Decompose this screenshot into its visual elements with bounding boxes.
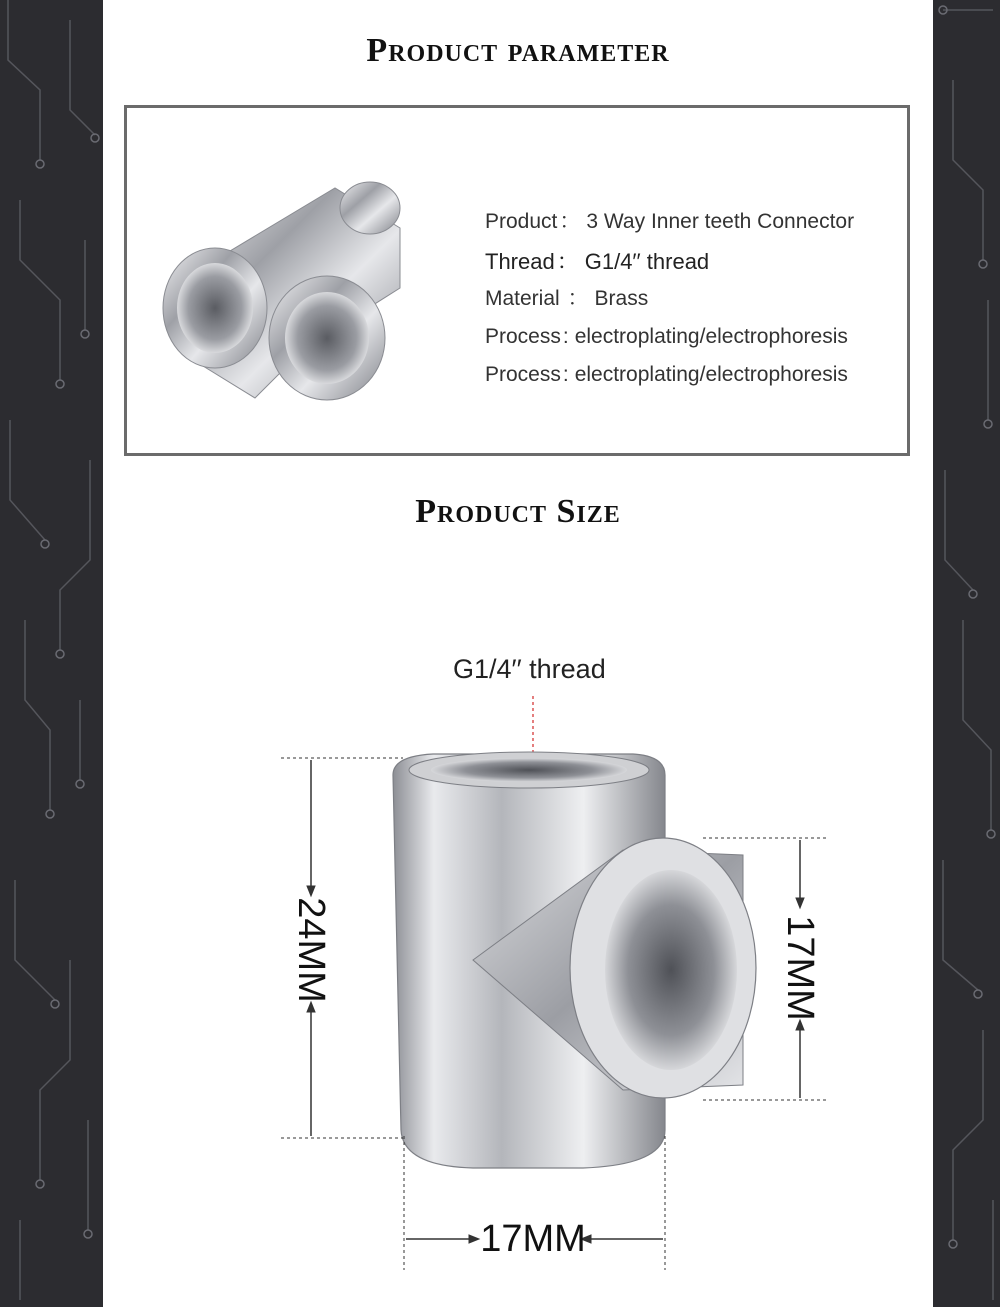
tee-connector-photo: [155, 168, 415, 408]
param-value: electroplating/electrophoresis: [574, 325, 848, 348]
param-sep: ：: [567, 287, 589, 310]
param-sep: :: [562, 363, 569, 386]
param-sep: ：: [559, 210, 581, 233]
size-heading: Product Size: [415, 493, 621, 530]
param-sep: ：: [556, 249, 579, 274]
param-sep: :: [562, 325, 569, 348]
param-label: Thread: [485, 249, 555, 274]
right-circuit-background: [933, 0, 1000, 1307]
param-label: Product: [485, 210, 558, 233]
left-circuit-background: [0, 0, 103, 1307]
param-label: Material: [485, 287, 566, 310]
side-port-opening: [605, 870, 737, 1070]
param-row-product: [485, 211, 854, 232]
width-dimension-label: 17MM: [480, 1218, 586, 1260]
param-row-process-2: [485, 364, 848, 385]
param-label: Process: [485, 363, 561, 386]
height-dimension-label: 24MM: [290, 897, 332, 1003]
thread-callout: G1/4′′ thread: [453, 654, 606, 684]
param-label: Process: [485, 325, 561, 348]
param-row-process: [485, 326, 848, 347]
param-value: electroplating/electrophoresis: [574, 363, 848, 386]
param-value: Brass: [594, 287, 649, 310]
parameter-box: [124, 105, 910, 456]
param-row-thread: [485, 251, 709, 273]
top-port-opening: [431, 758, 627, 782]
param-value: 3 Way Inner teeth Connector: [586, 210, 855, 233]
parameter-heading: Product parameter: [366, 32, 670, 69]
param-row-material: [485, 288, 648, 309]
side-port-dimension-label: 17MM: [779, 915, 821, 1021]
content-panel: [103, 0, 933, 1307]
param-value: G1/4′′ thread: [584, 249, 710, 274]
